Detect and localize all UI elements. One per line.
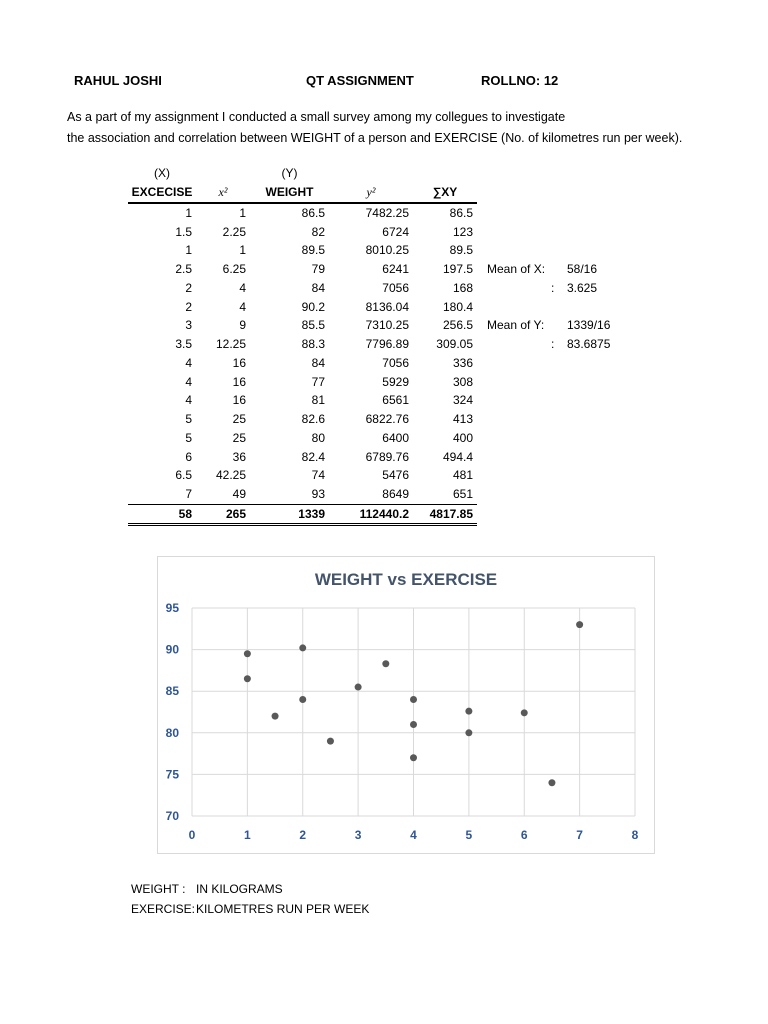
mean-x-value: 3.625 [567, 281, 598, 295]
var-label-blank [413, 164, 477, 183]
x-tick-label: 0 [188, 828, 196, 842]
cell-x-squared: 4 [239, 299, 246, 314]
cell-sum-xy: 256.5 [442, 318, 473, 333]
table-row [128, 241, 477, 260]
variable-label-row [128, 164, 477, 183]
data-point [465, 708, 472, 715]
cell-weight: 81 [311, 393, 325, 408]
cell-x-squared: 6.25 [222, 262, 246, 277]
x-tick-label: 4 [410, 828, 417, 842]
var-label-x: (X) [154, 166, 170, 181]
y-tick-label: 75 [165, 767, 179, 782]
cell-y-squared: 5929 [382, 374, 409, 389]
exercise-unit-value: KILOMETRES RUN PER WEEK [196, 902, 370, 916]
cell-x-squared: 2.25 [222, 224, 246, 239]
cell-exercise: 6 [185, 449, 192, 464]
data-point [299, 696, 306, 703]
x-tick-label: 1 [244, 828, 251, 842]
table-row [128, 203, 477, 223]
var-label-blank [329, 164, 413, 183]
cell-sum-xy: 86.5 [449, 205, 473, 220]
cell-weight: 82 [311, 224, 325, 239]
col-header-sum-xy: ∑XY [413, 183, 477, 203]
cell-exercise: 2 [185, 299, 192, 314]
total-x-squared: 265 [196, 504, 250, 525]
cell-exercise: 1.5 [175, 224, 192, 239]
cell-y-squared: 6789.76 [365, 449, 409, 464]
data-table [128, 164, 477, 526]
cell-sum-xy: 481 [452, 468, 473, 483]
totals-row [128, 504, 477, 525]
cell-x-squared: 16 [232, 393, 246, 408]
cell-x-squared: 16 [232, 355, 246, 370]
cell-y-squared: 7482.25 [365, 205, 409, 220]
cell-exercise: 3.5 [175, 337, 192, 352]
data-point [327, 738, 334, 745]
cell-exercise: 4 [185, 355, 192, 370]
cell-exercise: 5 [185, 430, 192, 445]
chart-canvas [158, 557, 654, 853]
mean-x-label: Mean of X: [487, 262, 546, 276]
data-point [465, 729, 472, 736]
mean-y-value: 83.6875 [567, 337, 611, 351]
cell-sum-xy: 309.05 [436, 337, 473, 352]
mean-y-expression: 1339/16 [567, 318, 611, 332]
total-xy: 4817.85 [413, 504, 477, 525]
cell-x-squared: 16 [232, 374, 246, 389]
cell-weight: 82.4 [301, 449, 325, 464]
cell-y-squared: 6724 [382, 224, 409, 239]
cell-sum-xy: 494.4 [442, 449, 473, 464]
cell-x-squared: 49 [232, 487, 246, 502]
data-point [299, 644, 306, 651]
data-point [355, 684, 362, 691]
cell-x-squared: 9 [239, 318, 246, 333]
data-point [244, 650, 251, 657]
total-x: 58 [128, 504, 196, 525]
col-header-x-squared: x² [196, 183, 250, 203]
cell-y-squared: 8649 [382, 487, 409, 502]
cell-y-squared: 8136.04 [365, 299, 409, 314]
mean-y-label: Mean of Y: [487, 318, 545, 332]
cell-x-squared: 1 [239, 205, 246, 220]
table-row [128, 316, 477, 335]
intro-line-1: As a part of my assignment I conducted a small survey among my collegues to investigate [67, 110, 566, 124]
mean-x-colon: : [551, 281, 555, 295]
cell-exercise: 2.5 [175, 262, 192, 277]
table-row [128, 335, 477, 354]
author-name: RAHUL JOSHI [74, 73, 162, 88]
cell-sum-xy: 336 [452, 355, 473, 370]
cell-y-squared: 6561 [382, 393, 409, 408]
scatter-chart [157, 556, 655, 854]
weight-unit-label: WEIGHT : [131, 882, 186, 896]
x-tick-label: 2 [299, 828, 307, 842]
data-point [244, 675, 251, 682]
cell-exercise: 1 [185, 243, 192, 258]
cell-x-squared: 1 [239, 243, 246, 258]
cell-sum-xy: 180.4 [442, 299, 473, 314]
var-label-blank [196, 164, 250, 183]
cell-exercise: 4 [185, 393, 192, 408]
table-row [128, 354, 477, 373]
cell-sum-xy: 308 [452, 374, 473, 389]
total-y: 1339 [250, 504, 329, 525]
table-row [128, 279, 477, 298]
y-tick-label: 85 [165, 684, 179, 699]
cell-x-squared: 4 [239, 280, 246, 295]
cell-y-squared: 7056 [382, 355, 409, 370]
col-header-exercise: EXCECISE [128, 183, 196, 203]
data-point [272, 713, 279, 720]
cell-weight: 88.3 [301, 337, 325, 352]
table-row [128, 447, 477, 466]
cell-x-squared: 12.25 [215, 337, 246, 352]
x-tick-label: 3 [354, 828, 362, 842]
cell-y-squared: 6241 [382, 262, 409, 277]
data-point [382, 660, 389, 667]
cell-weight: 80 [311, 430, 325, 445]
cell-x-squared: 36 [232, 449, 246, 464]
cell-weight: 93 [311, 487, 325, 502]
cell-weight: 79 [311, 262, 325, 277]
table-row [128, 410, 477, 429]
intro-line-2: the association and correlation between WEIGHT of a person and EXERCISE (No. of kilometres run per week). [67, 131, 683, 145]
col-header-weight: WEIGHT [250, 183, 329, 203]
data-point [521, 709, 528, 716]
chart-tick-labels [166, 601, 639, 842]
y-tick-label: 95 [165, 601, 179, 615]
cell-sum-xy: 123 [452, 224, 473, 239]
table-row [128, 485, 477, 504]
table-row [128, 297, 477, 316]
data-point [410, 721, 417, 728]
var-label-y: (Y) [281, 166, 298, 181]
cell-weight: 89.5 [301, 243, 325, 258]
cell-exercise: 4 [185, 374, 192, 389]
cell-x-squared: 25 [232, 430, 246, 445]
data-point [576, 621, 583, 628]
cell-sum-xy: 324 [452, 393, 473, 408]
cell-y-squared: 7056 [382, 280, 409, 295]
cell-weight: 74 [311, 468, 325, 483]
cell-exercise: 7 [185, 487, 192, 502]
cell-sum-xy: 400 [452, 430, 473, 445]
cell-exercise: 1 [185, 205, 192, 220]
roll-number: ROLLNO: 12 [481, 73, 559, 88]
data-point [548, 779, 555, 786]
cell-exercise: 2 [185, 280, 192, 295]
cell-exercise: 5 [185, 412, 192, 427]
cell-x-squared: 25 [232, 412, 246, 427]
cell-x-squared: 42.25 [215, 468, 246, 483]
x-tick-label: 6 [520, 828, 528, 842]
document-title: QT ASSIGNMENT [306, 73, 414, 88]
weight-unit-value: IN KILOGRAMS [196, 882, 283, 896]
table-row [128, 222, 477, 241]
y-tick-label: 90 [165, 642, 179, 657]
cell-y-squared: 8010.25 [365, 243, 409, 258]
table-body [128, 203, 477, 505]
chart-title: WEIGHT vs EXERCISE [314, 570, 498, 589]
cell-sum-xy: 413 [452, 412, 473, 427]
cell-weight: 77 [311, 374, 325, 389]
cell-exercise: 6.5 [175, 468, 192, 483]
cell-weight: 85.5 [301, 318, 325, 333]
cell-sum-xy: 651 [452, 487, 473, 502]
exercise-unit-label: EXERCISE: [131, 902, 196, 916]
y-tick-label: 70 [165, 809, 179, 823]
cell-sum-xy: 89.5 [449, 243, 473, 258]
cell-weight: 84 [311, 280, 325, 295]
y-tick-label: 80 [165, 725, 179, 740]
cell-y-squared: 6822.76 [365, 412, 409, 427]
cell-y-squared: 6400 [382, 430, 409, 445]
cell-weight: 90.2 [301, 299, 325, 314]
table-header-row [128, 183, 477, 203]
chart-gridlines [192, 608, 635, 816]
table-row [128, 466, 477, 485]
cell-exercise: 3 [185, 318, 192, 333]
data-point [410, 696, 417, 703]
x-tick-label: 5 [465, 828, 473, 842]
cell-y-squared: 7310.25 [365, 318, 409, 333]
x-tick-label: 7 [576, 828, 583, 842]
cell-sum-xy: 168 [452, 280, 473, 295]
cell-y-squared: 5476 [382, 468, 409, 483]
total-y-squared: 112440.2 [329, 504, 413, 525]
table-row [128, 260, 477, 279]
mean-x-expression: 58/16 [567, 262, 598, 276]
cell-sum-xy: 197.5 [442, 262, 473, 277]
col-header-y-squared: y² [329, 183, 413, 203]
cell-weight: 86.5 [301, 205, 325, 220]
cell-y-squared: 7796.89 [365, 337, 409, 352]
data-point [410, 754, 417, 761]
table-row [128, 391, 477, 410]
x-tick-label: 8 [631, 828, 639, 842]
cell-weight: 84 [311, 355, 325, 370]
table-row [128, 372, 477, 391]
table-row [128, 429, 477, 448]
mean-y-colon: : [551, 337, 555, 351]
cell-weight: 82.6 [301, 412, 325, 427]
